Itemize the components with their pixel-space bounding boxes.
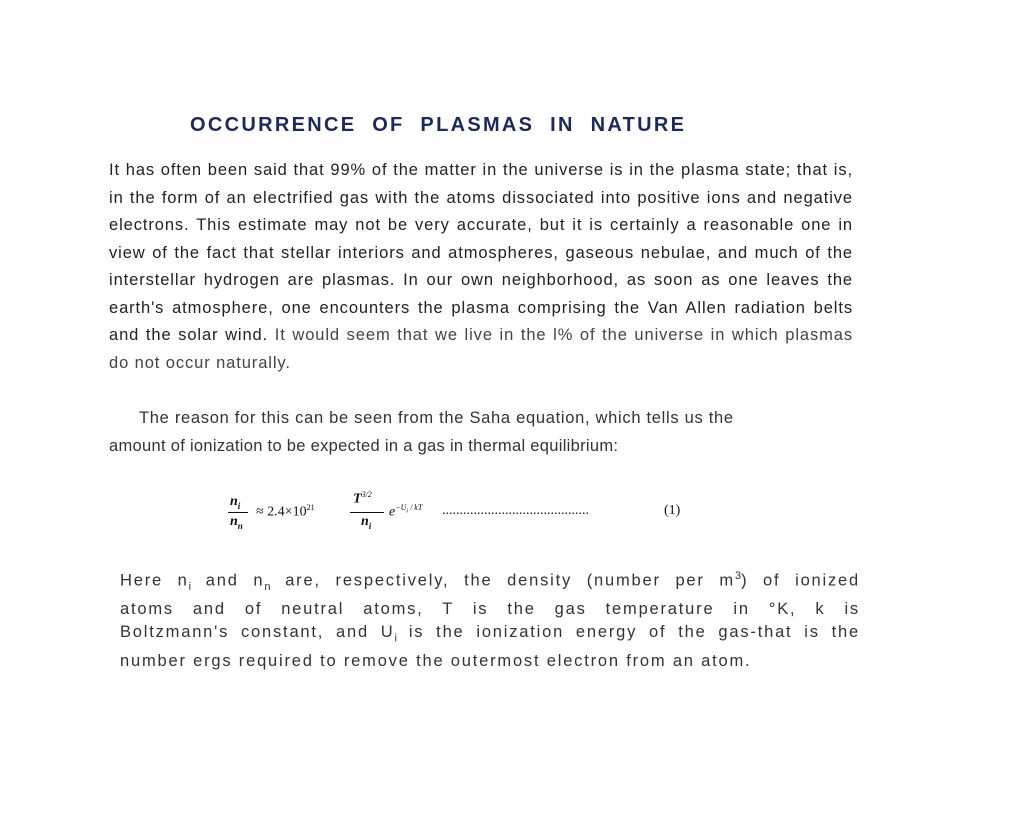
- paragraph-definitions-line2: atoms and of neutral atoms, T is the gas temperature in °K, k is: [120, 600, 860, 619]
- paragraph-saha: [109, 405, 853, 460]
- eq-leader-dots: ..........................................: [442, 503, 589, 518]
- saha-equation: [228, 486, 698, 538]
- paragraph-definitions-line4: number ergs required to remove the outermost electron from an atom.: [120, 651, 752, 670]
- eq-rhs-numerator: $T^{3/2}$: [353, 490, 372, 507]
- eq-lhs-fraction-bar: [228, 512, 248, 513]
- eq-coefficient: ≈ $2.4\times 10^{21}$: [256, 503, 315, 520]
- paragraph-intro-wind: wind.: [225, 326, 269, 344]
- eq-rhs-fraction-bar: [350, 512, 384, 513]
- paragraph-saha-line1: The reason for this can be seen from the Saha equation, which tells us the: [139, 409, 734, 427]
- paragraph-definitions: [120, 565, 860, 672]
- paragraph-saha-line2: amount of ionization to be expected in a gas in thermal equilibrium:: [109, 436, 619, 455]
- eq-rhs-denominator: $n_i$: [361, 514, 372, 531]
- paragraph-definitions-line1: Here $n_i$ and $n_n$ are, respectively, the density (number per $m^3$) of ionized: [120, 570, 860, 593]
- paragraph-intro-text: It has often been said that 99% of the matter in the universe is in the plasma state; that is, in the form of an electrified gas with the atoms dissociated into positive ions and negative electrons. This estimate may not be very accurate, but it is certainly a reasonable one in view of the fact that stellar interiors and atmospheres, gaseous nebulae, and much of the interstellar hydrogen are plasmas. In our own neighborhood, as soon as one leaves the earth's atmosphere, one encounters the plasma comprising the Van Allen radiation belts and the solar: [109, 161, 853, 344]
- eq-lhs-numerator: $n_i$: [230, 494, 241, 511]
- paragraph-definitions-line3: Boltzmann's constant, and $U_i$ is the ionization energy of the gas-that is the: [120, 622, 860, 645]
- page-title: OCCURRENCE OF PLASMAS IN NATURE: [190, 114, 687, 136]
- eq-lhs-denominator: $n_n$: [230, 514, 243, 531]
- paragraph-intro-tail: It would seem that we live in the l% of the universe in which plasmas do not occur naturally.: [109, 326, 853, 372]
- eq-number: (1): [664, 503, 681, 518]
- paragraph-intro: [109, 157, 853, 377]
- eq-exponential: $e^{-U_i / kT}$: [389, 503, 423, 520]
